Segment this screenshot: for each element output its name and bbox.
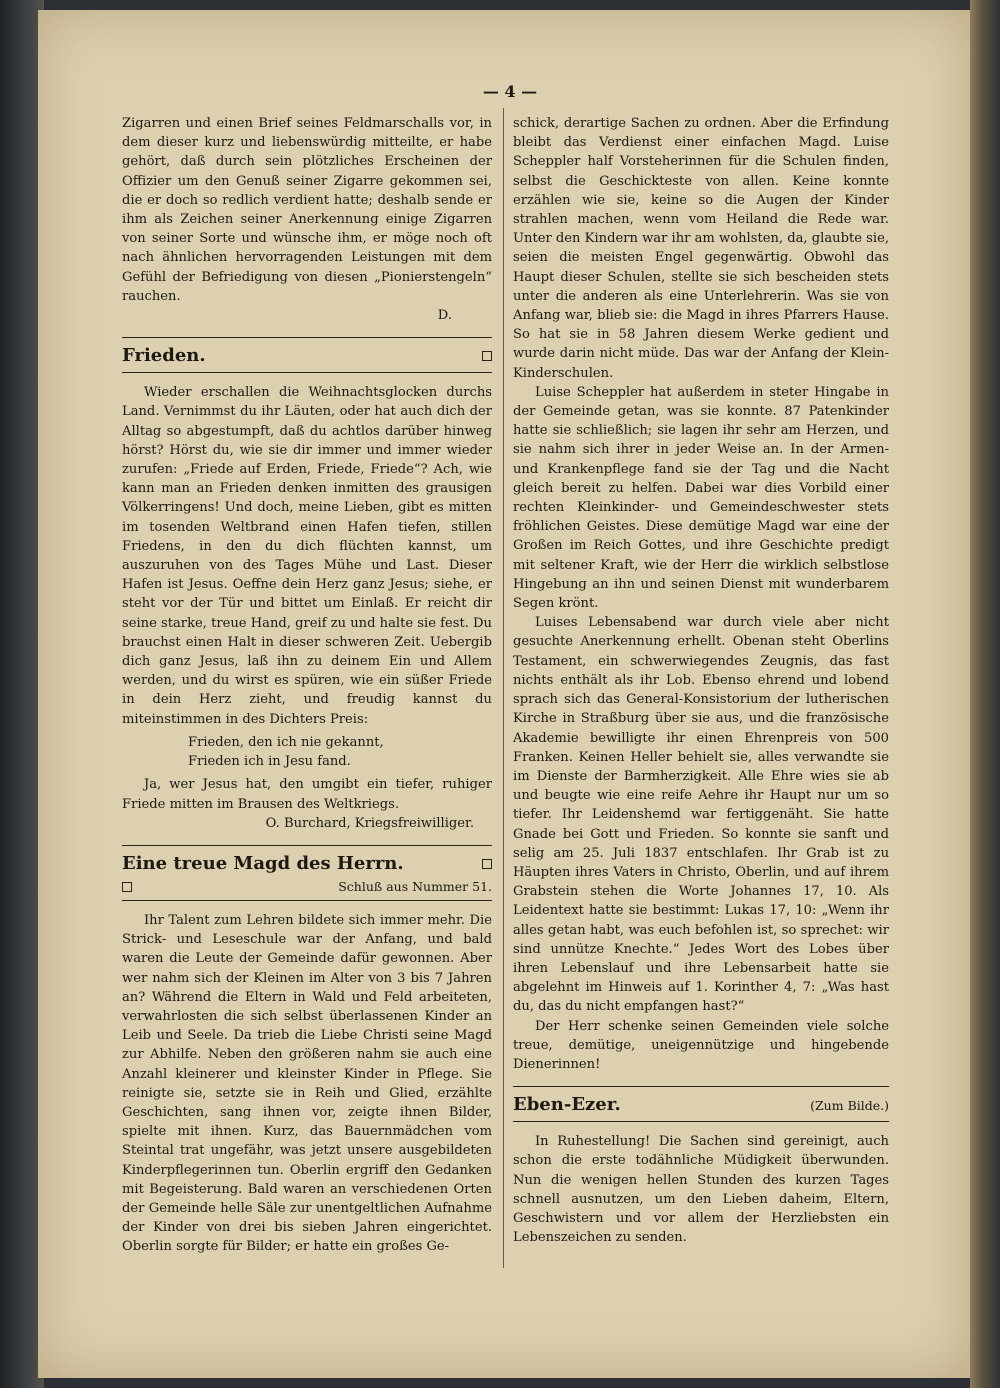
square-ornament-icon xyxy=(482,859,492,869)
magd-heading-block xyxy=(122,845,492,901)
right-column xyxy=(513,114,889,1247)
verse-line: Frieden ich in Jesu fand. xyxy=(188,754,351,770)
page-edge xyxy=(970,0,1000,1388)
magd-paragraph: schick, derartige Sachen zu ordnen. Aber die Erfindung bleibt das Verdienst einer einfachen Magd. Luise Scheppler half Vorsteherinnen für die Schulen finden, selbst die Geschickteste von allen. Keine konnte erzählen wie sie, keine so die Augen der Kinder strahlen machen, wenn vom Heiland die Rede war. Unter den Kindern war ihr am wohlsten, da, glaubte sie, seien die meisten Engel gegenwärtig. Obwohl das Haupt dieser Schulen, stellte sie sich bescheiden stets unter die anderen als eine Unterlehrerin. Was sie von Anfang war, blieb sie: die Magd in ihres Pfarrers Hause. So hat sie in 58 Jahren diesem Werke gedient und wurde darin nicht müde. Das war der Anfang der Klein-Kinderschulen. xyxy=(513,116,889,381)
frieden-heading-block xyxy=(122,337,492,373)
frieden-signature: O. Burchard, Kriegsfreiwilliger. xyxy=(265,815,474,831)
square-ornament-icon xyxy=(122,882,132,892)
magd-source-note: Schluß aus Nummer 51. xyxy=(338,878,492,894)
magd-paragraph: Luises Lebensabend war durch viele aber nicht gesuchte Anerkennung erhellt. Obenan steht Oberlins Testament, ein schwerwiegendes Zeugnis, das fast nichts enthält als ihr Lob. Ebenso ehrend und lobend sprach sich das General-Konsistorium der lutherischen Kirche in Straßburg über sie aus, und die französische Akademie bewilligte ihr einen Ehrenpreis von 500 Franken. Keinen Heller behielt sie, alles verwandte sie im Dienste der Barmherzigkeit. Alle Ehre wies sie ab und beugte wie eine reife Aehre ihr Haupt nur um so tiefer. Ihr Leidenshemd war fertiggenäht. Sie hatte Gnade bei Gott und Frieden. So konnte sie sanft und selig am 25. Juli 1837 entschlafen. Ihr Grab ist zu Häupten ihres Vaters in Christo, Oberlin, und auf ihrem Grabstein stehen die Worte Johannes 17, 10. Als Leidentext hatte sie bestimmt: Lukas 17, 10: „Wenn ihr alles getan habt, was euch befohlen ist, so sprechet: wir sind unnütze Knechte.“ Jedes Wort des Lobes über ihren Lebenslauf und ihre Lebensarbeit hatte sie abgelehnt im Hinweis auf 1. Korinther 4, 7: „Was hast du, das du nicht empfangen hast?“ xyxy=(513,615,889,1015)
magd-title: Eine treue Magd des Herrn. xyxy=(122,852,404,874)
letter-end-text: Zigarren und einen Brief seines Feldmarschalls vor, in dem dieser kurz und liebenswürdig mitteilte, er habe gehört, daß durch sein plötzliches Erscheinen der Offizier um den Genuß seiner Zigarre gekommen sei, die er doch so redlich verdient hatte; deshalb sende er ihm als Zeichen seiner Anerkennung einige Zigarren von seiner Sorte und wünsche ihm, er möge noch oft nach ähnlichen hervorragenden Leistungen mit dem Gefühl der Befriedigung von diesen „Pionierstengeln“ rauchen. xyxy=(122,116,492,304)
letter-signature: D. xyxy=(437,308,452,324)
left-column xyxy=(122,114,492,1257)
verse-line: Frieden, den ich nie gekannt, xyxy=(188,734,384,750)
square-ornament-icon xyxy=(482,351,492,361)
magd-paragraph: Der Herr schenke seinen Gemeinden viele solche treue, demütige, uneigennützige und hingebende Dienerinnen! xyxy=(513,1018,889,1072)
frieden-title: Frieden. xyxy=(122,345,206,367)
magd-paragraph: Luise Scheppler hat außerdem in steter Hingabe in der Gemeinde getan, was sie konnte. 87 Patenkinder hatte sie schließlich; sie lagen ihr sehr am Herzen, und sie nahm sich ihrer in jeder Weise an. In der Armen- und Krankenpflege fand sie der Tag und die Nacht gleich bereit zu helfen. Dabei war dies Vorbild einer rechten Kleinkinder- und Gemeindeschwester stets fröhlichen Geistes. Diese demütige Magd war eine der Großen im Reich Gottes, und ihre Geschichte predigt mit seltener Kraft, wie der Herr die wirklich selbstlose Hingebung an ihn und seinen Dienst mit wunderbarem Segen krönt. xyxy=(513,384,889,612)
eben-ezer-paragraph: In Ruhestellung! Die Sachen sind gereinigt, auch schon die erste todähnliche Müdigkeit überwunden. Nun die wenigen hellen Stunden des kurzen Tages schnell ausnutzen, um den Lieben daheim, Eltern, Geschwistern und vor allem der Herzliebsten ein Lebenszeichen zu senden. xyxy=(513,1134,889,1246)
eben-ezer-caption: (Zum Bilde.) xyxy=(810,1097,889,1113)
frieden-paragraph: Wieder erschallen die Weihnachtsglocken durchs Land. Vernimmst du ihr Läuten, oder hat auch dich der Alltag so abgestumpft, daß du achtlos darüber hinweg hörst? Hörst du, wie sie dir immer und immer wieder zurufen: „Friede auf Erden, Friede, Friede“? Ach, wie kann man an Frieden denken inmitten des grausigen Völkerringens! Und doch, meine Lieben, gibt es mitten im tosenden Weltbrand einen Hafen tiefen, stillen Friedens, in den du dich flüchten kannst, um auszuruhen von des Tages Mühe und Last. Dieser Hafen ist Jesus. Oeffne dein Herz ganz Jesus; siehe, er steht vor der Tür und bittet um Einlaß. Er reicht dir seine starke, treue Hand, greif zu und halte sie fest. Du brauchst einen Halt in dieser schweren Zeit. Uebergib dich ganz Jesus, laß ihn zu deinem Ein und Allem werden, und du wirst es spüren, wie ein süßer Friede in dein Herz zieht, und freudig kannst du miteinstimmen in des Dichters Preis: xyxy=(122,385,492,727)
magd-paragraph: Ihr Talent zum Lehren bildete sich immer mehr. Die Strick- und Leseschule war der Anfang, und bald waren die Leute der Gemeinde dafür gewonnen. Aber wer nahm sich der Kleinen im Alter von 3 bis 7 Jahren an? Während die Eltern in Wald und Feld arbeiteten, verwahrlosten die sich selbst überlassenen Kinder an Leib und Seele. Da trieb die Liebe Christi seine Magd zur Abhilfe. Neben den größeren nahm sie auch eine Anzahl kleinerer und kleinster Kinder in Pflege. Sie reinigte sie, setzte sie in Reih und Glied, erzählte Geschichten, sang ihnen vor, zeigte ihnen Bilder, spielte mit ihnen. Kurz, das Bauernmädchen vom Steintal trat ungefähr, was jetzt unsere ausgebildeten Kinderpflegerinnen tun. Oberlin ergriff den Gedanken mit Begeisterung. Bald waren an verschiedenen Orten der Gemeinde helle Säle zur unentgeltlichen Aufnahme der Kinder von drei bis sieben Jahren eingerichtet. Oberlin sorgte für Bilder; er hatte ein großes Ge- xyxy=(122,912,492,1255)
frieden-paragraph: Ja, wer Jesus hat, den umgibt ein tiefer, ruhiger Friede mitten im Brausen des Weltkriegs. xyxy=(122,777,492,812)
eben-ezer-heading-block xyxy=(513,1086,889,1122)
eben-ezer-title: Eben-Ezer. xyxy=(513,1094,621,1116)
frieden-verse xyxy=(122,733,492,771)
page-number: — 4 — xyxy=(482,82,538,101)
column-divider xyxy=(503,108,504,1268)
